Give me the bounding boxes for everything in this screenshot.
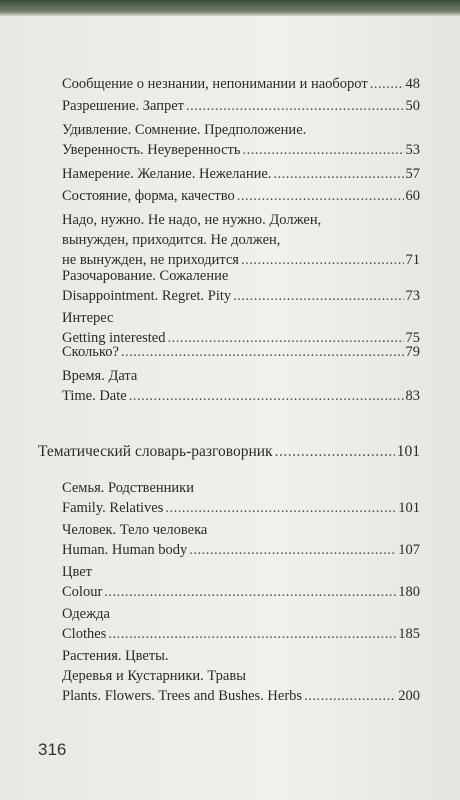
toc-page-number: 60 <box>405 188 420 204</box>
toc-entry-title: Getting interested <box>62 330 166 346</box>
toc-entry-title: Семья. Родственники <box>62 480 194 496</box>
toc-entry-title: Цвет <box>62 564 93 580</box>
toc-page-number: 180 <box>398 584 420 600</box>
toc-entry <box>62 120 420 160</box>
toc-entry-title: Одежда <box>62 606 110 622</box>
toc-entry <box>62 646 420 706</box>
toc-entry <box>62 210 420 270</box>
toc-entry-title: Clothes <box>62 626 107 642</box>
toc-entry <box>62 562 420 602</box>
dot-leader <box>370 74 404 94</box>
toc-entry <box>62 266 420 306</box>
toc-entry-title: Намерение. Желание. Нежелание. <box>62 166 272 182</box>
toc-entry-title: Растения. Цветы. <box>62 648 169 664</box>
toc-entry-title: Plants. Flowers. Trees and Bushes. Herbs <box>62 688 303 704</box>
dot-leader <box>275 442 395 462</box>
toc-entry-title: Надо, нужно. Не надо, не нужно. Должен, <box>62 212 322 228</box>
toc-page-number: 185 <box>398 626 420 642</box>
toc-entry <box>62 604 420 644</box>
toc-page-number: 101 <box>396 443 420 460</box>
page-number: 316 <box>38 740 67 759</box>
toc-page-number: 48 <box>405 76 420 92</box>
toc-page <box>0 16 460 800</box>
toc-entry-title: Человек. Тело человека <box>62 522 208 538</box>
toc-entry <box>62 96 420 116</box>
toc-entry-title: Время. Дата <box>62 368 138 384</box>
toc-entry-title: Деревья и Кустарники. Травы <box>62 668 246 684</box>
toc-entry <box>62 186 420 206</box>
toc-entry <box>62 366 420 406</box>
toc-entry-title: Разочарование. Сожаление <box>62 268 229 284</box>
dot-leader <box>242 140 403 160</box>
dot-leader <box>273 164 403 184</box>
toc-entry-title: Разрешение. Запрет <box>62 98 185 114</box>
toc-page-number: 200 <box>398 688 420 704</box>
toc-entry-title: Family. Relatives <box>62 500 164 516</box>
dot-leader <box>108 624 396 644</box>
toc-page-number: 101 <box>398 500 420 516</box>
dot-leader <box>237 186 404 206</box>
dot-leader <box>121 342 404 362</box>
toc-page-number: 57 <box>405 166 420 182</box>
toc-section-heading <box>38 442 420 462</box>
dot-leader <box>186 96 403 116</box>
dot-leader <box>104 582 396 602</box>
dot-leader <box>233 286 403 306</box>
toc-entry-title: Time. Date <box>62 388 127 404</box>
dot-leader <box>129 386 404 406</box>
toc-entry-title: Удивление. Сомнение. Предположение. <box>62 122 307 138</box>
toc-entry-title: не вынужден, не приходится <box>62 252 239 268</box>
toc-entry-title: Human. Human body <box>62 542 188 558</box>
toc-page-number: 53 <box>405 142 420 158</box>
toc-section-title: Тематический словарь-разговорник <box>38 443 273 460</box>
toc-entry <box>62 342 420 362</box>
toc-entry-title: Уверенность. Неуверенность <box>62 142 241 158</box>
toc-entry-title: Сколько? <box>62 344 119 360</box>
toc-entry-title: Colour <box>62 584 103 600</box>
toc-entry <box>62 478 420 518</box>
toc-entry <box>62 164 420 184</box>
book-cover-edge <box>0 0 460 16</box>
toc-entry <box>62 74 420 94</box>
toc-page-number: 107 <box>398 542 420 558</box>
toc-entry <box>62 520 420 560</box>
dot-leader <box>189 540 396 560</box>
toc-entry-title: Интерес <box>62 310 114 326</box>
toc-entry-title: вынужден, приходится. Не должен, <box>62 232 281 248</box>
toc-page-number: 71 <box>405 252 420 268</box>
toc-entry-title: Disappointment. Regret. Pity <box>62 288 232 304</box>
toc-entry-title: Сообщение о незнании, непонимании и наоборот <box>62 76 368 92</box>
toc-page-number: 79 <box>405 344 420 360</box>
toc-page-number: 75 <box>405 330 420 346</box>
toc-page-number: 83 <box>405 388 420 404</box>
toc-page-number: 50 <box>405 98 420 114</box>
toc-page-number: 73 <box>405 288 420 304</box>
dot-leader <box>165 498 396 518</box>
dot-leader <box>304 686 396 706</box>
toc-entry-title: Состояние, форма, качество <box>62 188 235 204</box>
